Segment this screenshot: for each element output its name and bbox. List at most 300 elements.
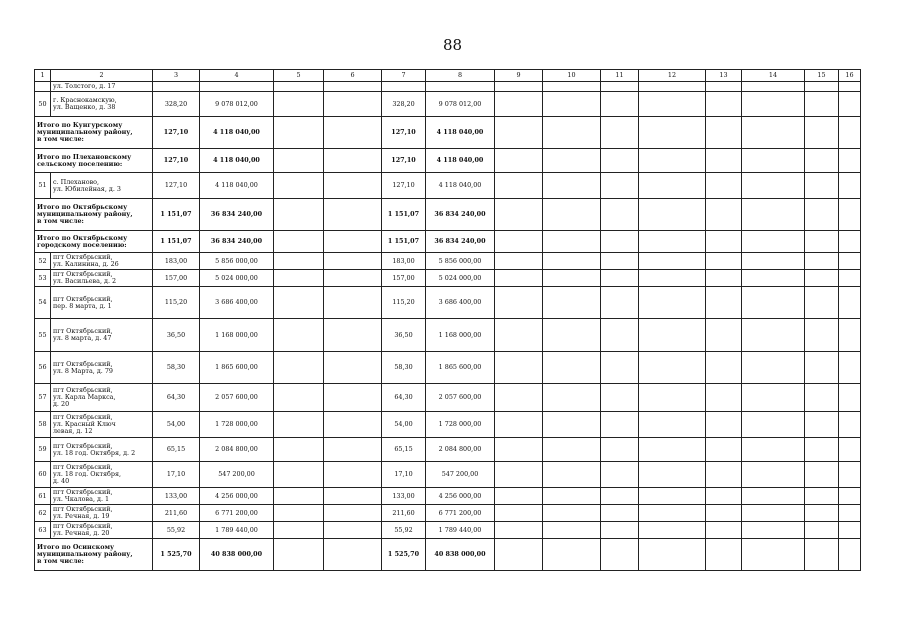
empty-cell bbox=[324, 438, 382, 462]
table-row bbox=[35, 462, 861, 488]
cost-value: 36 834 240,00 bbox=[426, 199, 495, 231]
empty-cell bbox=[324, 539, 382, 571]
empty-cell bbox=[706, 462, 742, 488]
row-number: 63 bbox=[35, 522, 51, 539]
cost-value: 6 771 200,00 bbox=[200, 505, 274, 522]
column-number-row bbox=[35, 70, 861, 82]
total-row bbox=[35, 149, 861, 173]
empty-cell bbox=[274, 522, 324, 539]
cost-value: 4 256 000,00 bbox=[200, 488, 274, 505]
empty-cell bbox=[601, 149, 639, 173]
table-row bbox=[35, 173, 861, 199]
address-cell bbox=[51, 505, 153, 522]
empty-cell bbox=[742, 287, 805, 319]
empty-cell bbox=[639, 149, 706, 173]
row-number: 60 bbox=[35, 462, 51, 488]
address-line: пгт Октябрьский, bbox=[53, 270, 113, 278]
empty-cell bbox=[601, 438, 639, 462]
empty-cell bbox=[706, 438, 742, 462]
empty-cell bbox=[543, 462, 601, 488]
area-value: 157,00 bbox=[153, 270, 200, 287]
cost-value bbox=[200, 82, 274, 92]
empty-cell bbox=[742, 438, 805, 462]
empty-cell bbox=[639, 352, 706, 384]
empty-cell bbox=[324, 522, 382, 539]
cost-value: 5 024 000,00 bbox=[426, 270, 495, 287]
table-row bbox=[35, 488, 861, 505]
empty-cell bbox=[639, 319, 706, 352]
column-number-header: 10 bbox=[543, 70, 601, 82]
column-number-header: 1 bbox=[35, 70, 51, 82]
empty-cell bbox=[805, 231, 839, 253]
empty-cell bbox=[805, 539, 839, 571]
empty-cell bbox=[495, 438, 543, 462]
address-cell bbox=[51, 488, 153, 505]
address-line: пгт Октябрьский, bbox=[53, 505, 113, 513]
empty-cell bbox=[706, 231, 742, 253]
address-cell bbox=[51, 253, 153, 270]
empty-cell bbox=[805, 253, 839, 270]
empty-cell bbox=[839, 462, 861, 488]
empty-cell bbox=[274, 287, 324, 319]
cost-value: 1 728 000,00 bbox=[426, 412, 495, 438]
area-value: 183,00 bbox=[153, 253, 200, 270]
empty-cell bbox=[274, 352, 324, 384]
table-row bbox=[35, 522, 861, 539]
cost-value: 1 789 440,00 bbox=[426, 522, 495, 539]
empty-cell bbox=[324, 412, 382, 438]
empty-cell bbox=[495, 231, 543, 253]
cost-value: 5 856 000,00 bbox=[200, 253, 274, 270]
address-cell bbox=[51, 173, 153, 199]
empty-cell bbox=[543, 488, 601, 505]
cost-value: 36 834 240,00 bbox=[200, 231, 274, 253]
address-line: ул. Толстого, д. 17 bbox=[53, 82, 116, 90]
cost-value: 5 024 000,00 bbox=[200, 270, 274, 287]
empty-cell bbox=[274, 199, 324, 231]
empty-cell bbox=[274, 505, 324, 522]
address-line: с. Плеханово, bbox=[53, 177, 100, 186]
empty-cell bbox=[706, 319, 742, 352]
empty-cell bbox=[742, 149, 805, 173]
area-value: 65,15 bbox=[382, 438, 426, 462]
empty-cell bbox=[274, 488, 324, 505]
empty-cell bbox=[805, 149, 839, 173]
empty-cell bbox=[839, 270, 861, 287]
empty-cell bbox=[805, 319, 839, 352]
empty-cell bbox=[742, 253, 805, 270]
area-value: 328,20 bbox=[382, 92, 426, 117]
empty-cell bbox=[601, 522, 639, 539]
page-number: 88 bbox=[442, 36, 463, 54]
empty-cell bbox=[639, 270, 706, 287]
area-value: 17,10 bbox=[382, 462, 426, 488]
empty-cell bbox=[639, 488, 706, 505]
cost-value: 2 084 800,00 bbox=[200, 438, 274, 462]
empty-cell bbox=[543, 412, 601, 438]
total-label-line: муниципальному району, bbox=[37, 128, 133, 136]
empty-cell bbox=[839, 412, 861, 438]
column-number-header: 9 bbox=[495, 70, 543, 82]
address-line: пгт Октябрьский, bbox=[53, 522, 113, 530]
empty-cell bbox=[839, 505, 861, 522]
cost-value: 1 168 000,00 bbox=[426, 319, 495, 352]
empty-cell bbox=[706, 384, 742, 412]
cost-value: 4 118 040,00 bbox=[426, 117, 495, 149]
area-value: 1 151,07 bbox=[382, 199, 426, 231]
empty-cell bbox=[839, 287, 861, 319]
area-value: 36,50 bbox=[153, 319, 200, 352]
total-row bbox=[35, 199, 861, 231]
empty-cell bbox=[706, 149, 742, 173]
empty-cell bbox=[742, 522, 805, 539]
empty-cell bbox=[495, 287, 543, 319]
address-line: ул. 18 год. Октября, bbox=[53, 470, 122, 478]
area-value: 211,60 bbox=[382, 505, 426, 522]
empty-cell bbox=[324, 253, 382, 270]
row-number: 61 bbox=[35, 488, 51, 505]
empty-cell bbox=[543, 505, 601, 522]
empty-cell bbox=[839, 319, 861, 352]
address-cell bbox=[51, 412, 153, 438]
cost-value: 2 057 600,00 bbox=[200, 384, 274, 412]
area-value: 1 151,07 bbox=[382, 231, 426, 253]
cost-value: 547 200,00 bbox=[200, 462, 274, 488]
row-number: 51 bbox=[35, 173, 51, 199]
empty-cell bbox=[639, 539, 706, 571]
empty-cell bbox=[495, 462, 543, 488]
empty-cell bbox=[495, 412, 543, 438]
empty-cell bbox=[274, 92, 324, 117]
area-value: 54,00 bbox=[382, 412, 426, 438]
empty-cell bbox=[495, 199, 543, 231]
empty-cell bbox=[543, 438, 601, 462]
table-row bbox=[35, 253, 861, 270]
empty-cell bbox=[805, 82, 839, 92]
empty-cell bbox=[839, 488, 861, 505]
empty-cell bbox=[495, 253, 543, 270]
cost-value: 2 057 600,00 bbox=[426, 384, 495, 412]
table-row bbox=[35, 287, 861, 319]
empty-cell bbox=[601, 173, 639, 199]
empty-cell bbox=[324, 462, 382, 488]
empty-cell bbox=[324, 505, 382, 522]
empty-cell bbox=[742, 199, 805, 231]
empty-cell bbox=[601, 488, 639, 505]
row-number: 50 bbox=[35, 92, 51, 117]
data-table bbox=[34, 69, 861, 571]
column-number-header: 5 bbox=[274, 70, 324, 82]
address-line: д. 40 bbox=[53, 477, 70, 485]
cost-value: 4 118 040,00 bbox=[426, 149, 495, 173]
empty-cell bbox=[706, 92, 742, 117]
address-line: пгт Октябрьский, bbox=[53, 413, 113, 421]
total-label-line: Итого по Осинскому bbox=[37, 543, 115, 551]
column-number-header: 15 bbox=[805, 70, 839, 82]
address-cell bbox=[51, 522, 153, 539]
address-line: ул. Карла Маркса, bbox=[53, 393, 116, 401]
address-line: ул. Чкалова, д. 1 bbox=[53, 495, 110, 503]
empty-cell bbox=[495, 270, 543, 287]
empty-cell bbox=[274, 319, 324, 352]
empty-cell bbox=[706, 352, 742, 384]
column-number-header: 12 bbox=[639, 70, 706, 82]
empty-cell bbox=[805, 173, 839, 199]
empty-cell bbox=[805, 270, 839, 287]
empty-cell bbox=[805, 438, 839, 462]
empty-cell bbox=[495, 488, 543, 505]
empty-cell bbox=[543, 287, 601, 319]
empty-cell bbox=[639, 253, 706, 270]
area-value: 1 525,70 bbox=[153, 539, 200, 571]
empty-cell bbox=[601, 352, 639, 384]
cost-value: 40 838 000,00 bbox=[200, 539, 274, 571]
address-line: ул. Юбилейная, д. 3 bbox=[53, 184, 121, 193]
total-label bbox=[35, 231, 153, 253]
empty-cell bbox=[805, 199, 839, 231]
empty-cell bbox=[274, 173, 324, 199]
area-value: 115,20 bbox=[153, 287, 200, 319]
empty-cell bbox=[706, 412, 742, 438]
empty-cell bbox=[274, 117, 324, 149]
cost-value: 547 200,00 bbox=[426, 462, 495, 488]
address-line: пгт Октябрьский, bbox=[53, 294, 113, 303]
address-cell bbox=[51, 319, 153, 352]
empty-cell bbox=[742, 462, 805, 488]
area-value: 183,00 bbox=[382, 253, 426, 270]
total-label-line: городскому поселению: bbox=[37, 240, 127, 249]
empty-cell bbox=[543, 253, 601, 270]
cost-value: 1 865 600,00 bbox=[200, 352, 274, 384]
area-value: 64,30 bbox=[382, 384, 426, 412]
empty-cell bbox=[543, 384, 601, 412]
address-cell bbox=[51, 287, 153, 319]
empty-cell bbox=[601, 82, 639, 92]
empty-cell bbox=[601, 92, 639, 117]
total-label bbox=[35, 117, 153, 149]
empty-cell bbox=[706, 270, 742, 287]
empty-cell bbox=[639, 92, 706, 117]
address-line: ул. 8 Марта, д. 79 bbox=[53, 366, 113, 375]
area-value: 115,20 bbox=[382, 287, 426, 319]
area-value: 127,10 bbox=[153, 173, 200, 199]
empty-cell bbox=[274, 270, 324, 287]
area-value: 65,15 bbox=[153, 438, 200, 462]
empty-cell bbox=[543, 522, 601, 539]
empty-cell bbox=[742, 352, 805, 384]
empty-cell bbox=[639, 522, 706, 539]
empty-cell bbox=[601, 270, 639, 287]
area-value: 127,10 bbox=[153, 117, 200, 149]
cost-value: 4 256 000,00 bbox=[426, 488, 495, 505]
empty-cell bbox=[495, 319, 543, 352]
empty-cell bbox=[324, 231, 382, 253]
area-value bbox=[382, 82, 426, 92]
table-row bbox=[35, 319, 861, 352]
column-number-header: 3 bbox=[153, 70, 200, 82]
total-label bbox=[35, 199, 153, 231]
cost-value: 1 728 000,00 bbox=[200, 412, 274, 438]
address-cell bbox=[51, 352, 153, 384]
total-label bbox=[35, 539, 153, 571]
total-label-line: Итого по Октябрьскому bbox=[37, 233, 128, 242]
empty-cell bbox=[601, 412, 639, 438]
empty-cell bbox=[601, 505, 639, 522]
address-line: ул. Речная, д. 19 bbox=[53, 512, 110, 520]
address-line: пгт Октябрьский, bbox=[53, 253, 113, 261]
address-line: д. 20 bbox=[53, 400, 70, 408]
row-number bbox=[35, 82, 51, 92]
row-number: 59 bbox=[35, 438, 51, 462]
address-line: пгт Октябрьский, bbox=[53, 359, 113, 368]
total-label-line: Итого по Плехановскому bbox=[37, 152, 132, 161]
table-row bbox=[35, 384, 861, 412]
column-number-header: 4 bbox=[200, 70, 274, 82]
area-value: 157,00 bbox=[382, 270, 426, 287]
total-label bbox=[35, 149, 153, 173]
table-row bbox=[35, 92, 861, 117]
empty-cell bbox=[324, 352, 382, 384]
address-line: ул. Калинина, д. 26 bbox=[53, 260, 119, 268]
cost-value: 4 118 040,00 bbox=[200, 117, 274, 149]
area-value: 1 151,07 bbox=[153, 199, 200, 231]
empty-cell bbox=[601, 539, 639, 571]
empty-cell bbox=[639, 505, 706, 522]
cost-value: 36 834 240,00 bbox=[426, 231, 495, 253]
empty-cell bbox=[742, 117, 805, 149]
empty-cell bbox=[543, 149, 601, 173]
empty-cell bbox=[543, 199, 601, 231]
empty-cell bbox=[543, 82, 601, 92]
cost-value: 36 834 240,00 bbox=[200, 199, 274, 231]
empty-cell bbox=[706, 522, 742, 539]
total-label-line: Итого по Октябрьскому bbox=[37, 203, 128, 211]
cost-value: 2 084 800,00 bbox=[426, 438, 495, 462]
column-number-header: 6 bbox=[324, 70, 382, 82]
empty-cell bbox=[839, 199, 861, 231]
empty-cell bbox=[805, 462, 839, 488]
address-line: левая, д. 12 bbox=[53, 427, 93, 435]
empty-cell bbox=[742, 319, 805, 352]
address-cell bbox=[51, 438, 153, 462]
cost-value: 40 838 000,00 bbox=[426, 539, 495, 571]
table-row bbox=[35, 352, 861, 384]
row-number: 62 bbox=[35, 505, 51, 522]
empty-cell bbox=[274, 253, 324, 270]
empty-cell bbox=[324, 199, 382, 231]
row-number: 58 bbox=[35, 412, 51, 438]
empty-cell bbox=[742, 488, 805, 505]
address-line: пгт Октябрьский, bbox=[53, 386, 113, 394]
area-value: 328,20 bbox=[153, 92, 200, 117]
empty-cell bbox=[324, 173, 382, 199]
address-cell bbox=[51, 82, 153, 92]
empty-cell bbox=[639, 199, 706, 231]
empty-cell bbox=[706, 173, 742, 199]
empty-cell bbox=[805, 384, 839, 412]
area-value: 55,92 bbox=[382, 522, 426, 539]
empty-cell bbox=[805, 352, 839, 384]
empty-cell bbox=[274, 149, 324, 173]
area-value bbox=[153, 82, 200, 92]
empty-cell bbox=[742, 82, 805, 92]
empty-cell bbox=[274, 384, 324, 412]
table-row bbox=[35, 505, 861, 522]
empty-cell bbox=[639, 82, 706, 92]
row-number: 56 bbox=[35, 352, 51, 384]
table-row bbox=[35, 82, 861, 92]
address-line: пгт Октябрьский, bbox=[53, 488, 113, 496]
empty-cell bbox=[601, 199, 639, 231]
empty-cell bbox=[543, 319, 601, 352]
empty-cell bbox=[639, 117, 706, 149]
empty-cell bbox=[742, 539, 805, 571]
empty-cell bbox=[706, 199, 742, 231]
empty-cell bbox=[639, 384, 706, 412]
column-number-header: 13 bbox=[706, 70, 742, 82]
cost-value: 4 118 040,00 bbox=[426, 173, 495, 199]
empty-cell bbox=[274, 438, 324, 462]
empty-cell bbox=[839, 384, 861, 412]
empty-cell bbox=[543, 270, 601, 287]
cost-value: 4 118 040,00 bbox=[200, 149, 274, 173]
empty-cell bbox=[839, 117, 861, 149]
empty-cell bbox=[805, 522, 839, 539]
total-label-line: в том числе: bbox=[37, 557, 84, 565]
column-number-header: 7 bbox=[382, 70, 426, 82]
total-label-line: сельскому поселению: bbox=[37, 159, 123, 168]
area-value: 58,30 bbox=[382, 352, 426, 384]
area-value: 127,10 bbox=[382, 173, 426, 199]
empty-cell bbox=[742, 270, 805, 287]
empty-cell bbox=[839, 438, 861, 462]
empty-cell bbox=[639, 173, 706, 199]
area-value: 133,00 bbox=[382, 488, 426, 505]
area-value: 17,10 bbox=[153, 462, 200, 488]
total-label-line: Итого по Кунгурскому bbox=[37, 121, 123, 129]
empty-cell bbox=[495, 539, 543, 571]
empty-cell bbox=[639, 412, 706, 438]
address-cell bbox=[51, 384, 153, 412]
empty-cell bbox=[324, 270, 382, 287]
empty-cell bbox=[495, 92, 543, 117]
empty-cell bbox=[706, 253, 742, 270]
empty-cell bbox=[324, 117, 382, 149]
empty-cell bbox=[706, 82, 742, 92]
column-number-header: 11 bbox=[601, 70, 639, 82]
address-cell bbox=[51, 270, 153, 287]
empty-cell bbox=[324, 384, 382, 412]
empty-cell bbox=[495, 522, 543, 539]
total-row bbox=[35, 231, 861, 253]
area-value: 58,30 bbox=[153, 352, 200, 384]
empty-cell bbox=[839, 92, 861, 117]
empty-cell bbox=[324, 149, 382, 173]
column-number-header: 8 bbox=[426, 70, 495, 82]
empty-cell bbox=[543, 92, 601, 117]
empty-cell bbox=[706, 488, 742, 505]
cost-value: 3 686 400,00 bbox=[426, 287, 495, 319]
address-cell bbox=[51, 462, 153, 488]
area-value: 127,10 bbox=[382, 117, 426, 149]
cost-value: 3 686 400,00 bbox=[200, 287, 274, 319]
address-line: ул. Васильева, д. 2 bbox=[53, 277, 117, 285]
empty-cell bbox=[601, 253, 639, 270]
table-row bbox=[35, 270, 861, 287]
empty-cell bbox=[742, 231, 805, 253]
empty-cell bbox=[706, 117, 742, 149]
row-number: 52 bbox=[35, 253, 51, 270]
